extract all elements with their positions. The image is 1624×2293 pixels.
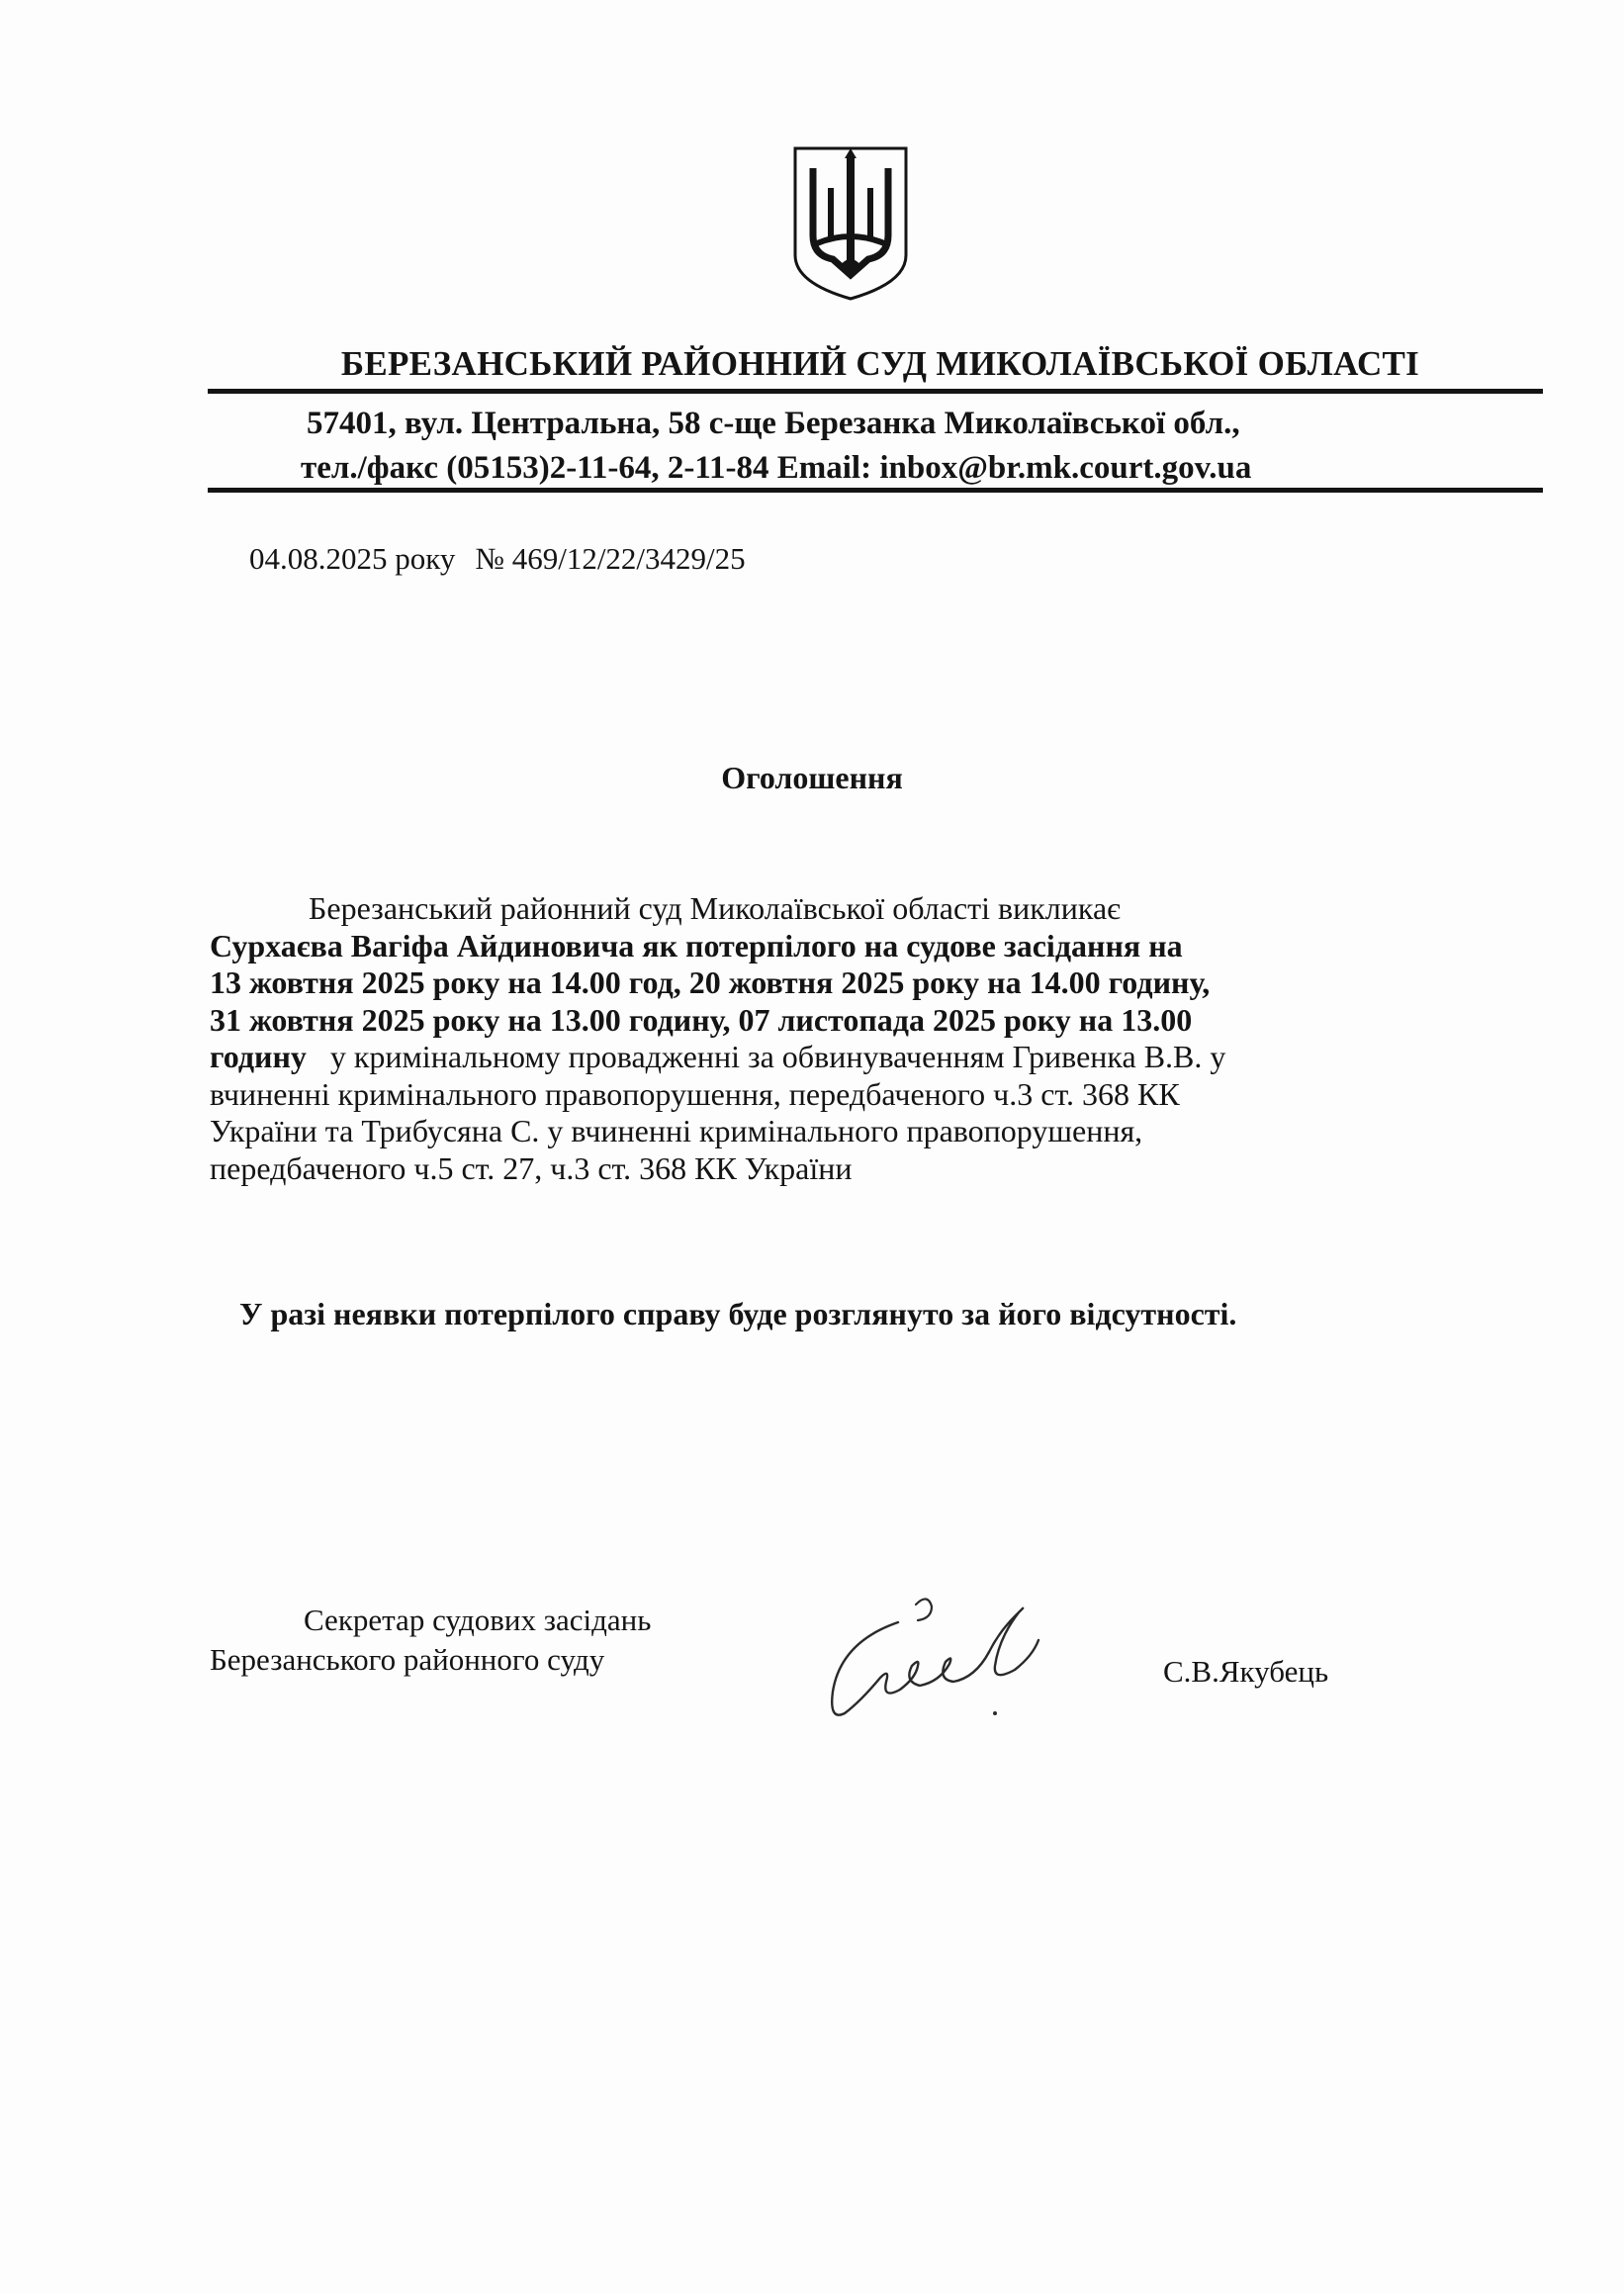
notice-line: вчиненні кримінального правопорушення, передбаченого ч.3 ст. 368 КК [210,1075,1180,1112]
address-line: 57401, вул. Центральна, 58 с-ще Березанка Миколаївської обл., [307,406,1240,441]
document-date-line [249,541,746,577]
notice-title: Оголошення [721,760,903,795]
document-date: 04.08.2025 року [249,541,456,576]
position-line: Секретар судових засідань [304,1603,652,1637]
absence-warning: У разі неявки потерпілого справу буде розглянуто за його відсутності. [239,1296,1237,1331]
notice-line [210,1039,1495,1076]
notice-line: Сурхаєва Вагіфа Айдиновича як потерпілого на судове засідання на [210,927,1183,963]
notice-line: передбаченого ч.5 ст. 27, ч.3 ст. 368 КК України [210,1149,853,1186]
notice-body [210,890,1495,1187]
court-address [301,402,1252,491]
signatory-name: С.В.Якубець [1163,1654,1329,1689]
notice-bold-word: годину [210,1039,307,1074]
court-name: БЕРЕЗАНСЬКИЙ РАЙОННИЙ СУД МИКОЛАЇВСЬКОЇ ОБЛАСТІ [340,344,1420,383]
document-number: № 469/12/22/3429/25 [475,541,746,576]
position-line: Березанського районного суду [210,1642,605,1677]
notice-line: України та Трибусяна С. у вчиненні кримінального правопорушення, [210,1113,1143,1148]
notice-text: у кримінальному провадженні за обвинуваченням Гривенка В.В. у [306,1039,1226,1074]
notice-line: Березанський районний суд Миколаївської області викликає [309,890,1121,926]
handwritten-signature [821,1583,1078,1731]
notice-line: 31 жовтня 2025 року на 13.00 годину, 07 листопада 2025 року на 13.00 [210,1001,1193,1038]
header-rule-top [208,389,1543,394]
trident-icon [791,144,910,303]
signatory-position [210,1601,651,1680]
contact-line: тел./факс (05153)2-11-64, 2-11-84 Email: inbox@br.mk.court.gov.ua [301,450,1252,486]
header-rule-bottom [208,488,1543,493]
notice-line: 13 жовтня 2025 року на 14.00 год, 20 жовтня 2025 року на 14.00 годину, [210,964,1211,1000]
